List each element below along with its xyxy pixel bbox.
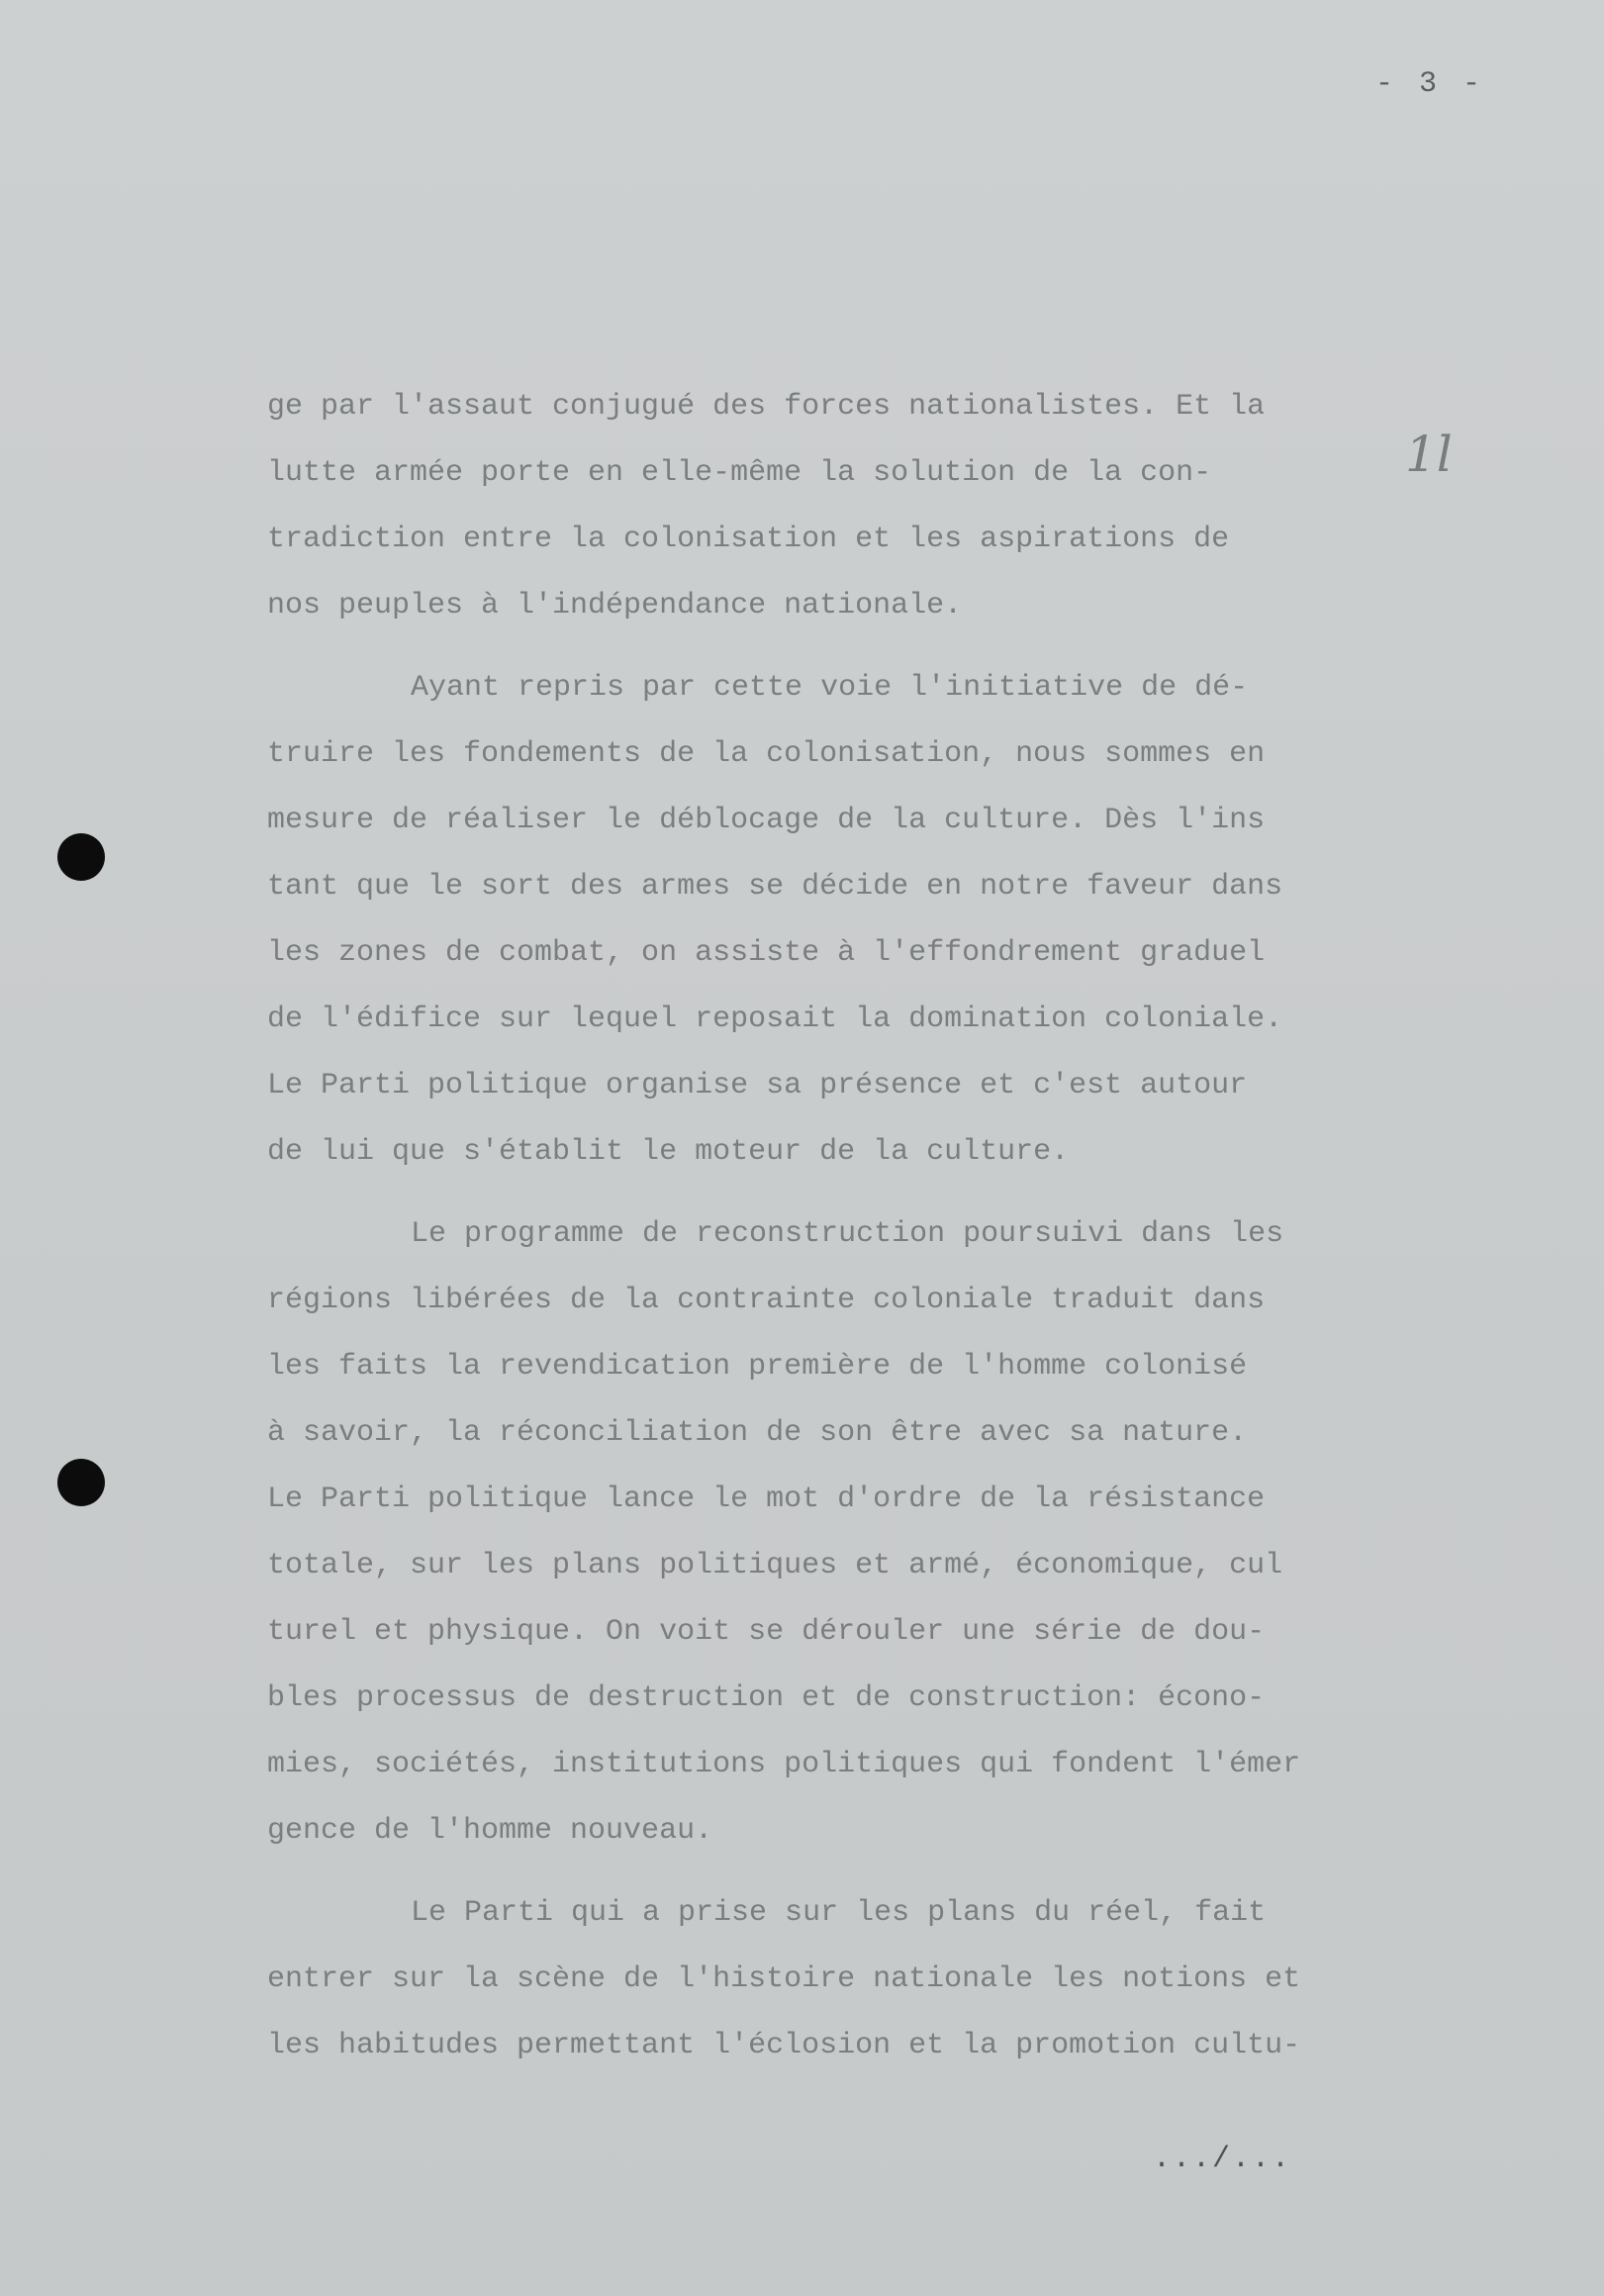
- text-line: Le Parti politique lance le mot d'ordre de la résistance: [267, 1483, 1266, 1516]
- text-line: Le Parti politique organise sa présence et c'est autour: [267, 1069, 1248, 1102]
- text-line: tant que le sort des armes se décide en notre faveur dans: [267, 870, 1283, 904]
- text-line: mesure de réaliser le déblocage de la culture. Dès l'ins: [267, 804, 1266, 837]
- text-line: Le programme de reconstruction poursuivi dans les: [411, 1217, 1284, 1251]
- page-number: - 3 -: [1375, 67, 1485, 101]
- text-line: lutte armée porte en elle-même la solution de la con-: [267, 456, 1212, 490]
- text-line: tradiction entre la colonisation et les aspirations de: [267, 523, 1230, 556]
- paragraph-2: [267, 655, 1455, 1186]
- punch-hole: [57, 1459, 105, 1506]
- text-line: de lui que s'établit le moteur de la culture.: [267, 1135, 1070, 1169]
- text-line: de l'édifice sur lequel reposait la domination coloniale.: [267, 1003, 1283, 1036]
- text-line: gence de l'homme nouveau.: [267, 1814, 713, 1848]
- text-line: turel et physique. On voit se dérouler une série de dou-: [267, 1615, 1266, 1649]
- text-line: Ayant repris par cette voie l'initiative de dé-: [411, 671, 1249, 705]
- text-line: bles processus de destruction et de construction: écono-: [267, 1681, 1266, 1715]
- text-line: truire les fondements de la colonisation, nous sommes en: [267, 737, 1266, 771]
- typed-text-body: [267, 374, 1455, 2095]
- paragraph-4: [267, 1880, 1455, 2079]
- text-line: mies, sociétés, institutions politiques qui fondent l'émer: [267, 1748, 1301, 1781]
- handwritten-margin-note: 1l: [1405, 426, 1453, 483]
- text-line: régions libérées de la contrainte coloniale traduit dans: [267, 1284, 1266, 1317]
- text-line: les faits la revendication première de l'homme colonisé: [267, 1350, 1248, 1384]
- paragraph-1: [267, 374, 1455, 639]
- text-line: totale, sur les plans politiques et armé, économique, cul: [267, 1549, 1283, 1582]
- paragraph-3: [267, 1201, 1455, 1865]
- text-line: les habitudes permettant l'éclosion et la promotion cultu-: [267, 2029, 1301, 2062]
- continuation-mark: .../...: [1153, 2143, 1292, 2176]
- text-line: ge par l'assaut conjugué des forces nationalistes. Et la: [267, 390, 1266, 424]
- text-line: à savoir, la réconciliation de son être avec sa nature.: [267, 1416, 1248, 1450]
- text-line: les zones de combat, on assiste à l'effondrement graduel: [267, 936, 1266, 970]
- text-line: entrer sur la scène de l'histoire nationale les notions et: [267, 1962, 1301, 1996]
- punch-hole: [57, 833, 105, 881]
- text-line: nos peuples à l'indépendance nationale.: [267, 589, 963, 622]
- text-line: Le Parti qui a prise sur les plans du réel, fait: [411, 1896, 1267, 1930]
